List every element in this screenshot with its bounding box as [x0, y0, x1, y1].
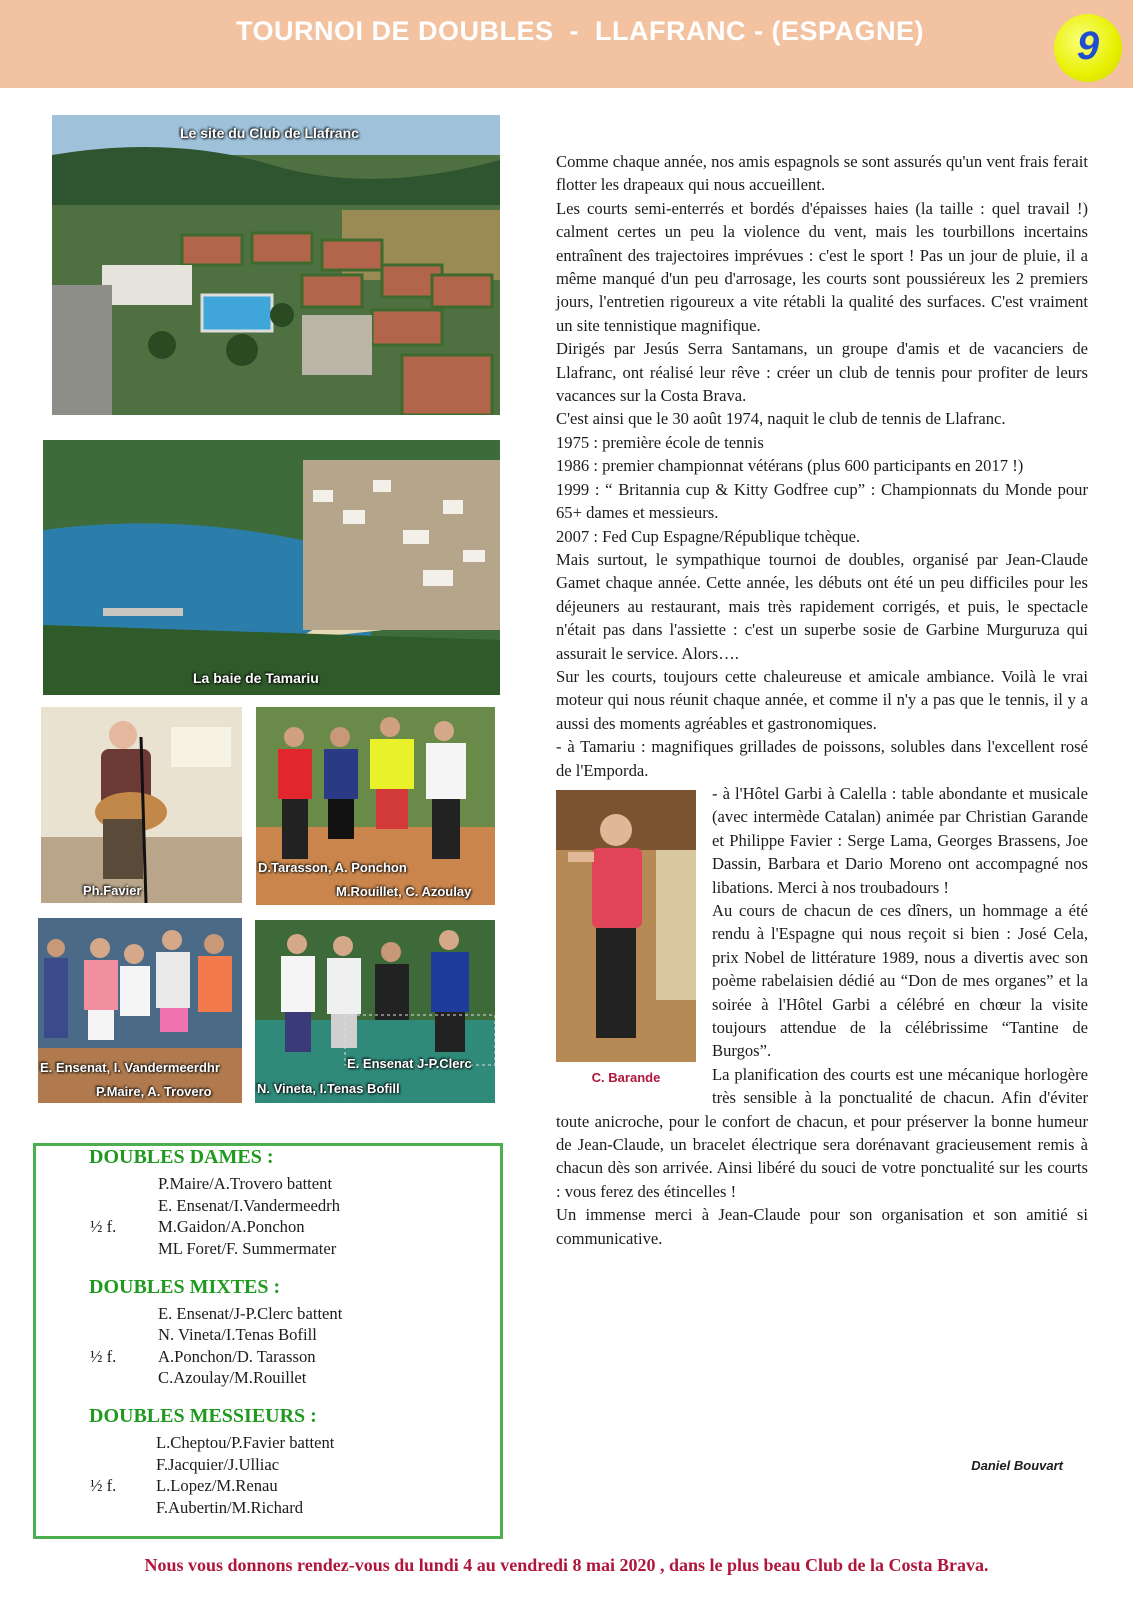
barande-photo-block — [556, 790, 696, 1084]
favier-caption: Ph.Favier — [83, 883, 142, 898]
dames-line-2: E. Ensenat/I.Vandermeedrh — [158, 1196, 340, 1215]
group-photo-3 — [255, 920, 495, 1103]
mixtes-semifinal-tag: ½ f. — [90, 1347, 117, 1366]
article-paragraph: Comme chaque année, nos amis espagnols se sont assurés qu'un vent frais ferait flotter les drapeaux qui nous accueillent. — [556, 152, 1088, 195]
article-paragraph: 1975 : première école de tennis — [556, 432, 764, 452]
messieurs-line-4: F.Aubertin/M.Richard — [156, 1498, 304, 1517]
article-paragraph: - à l'Hôtel Garbi à Calella : table abondante et musicale (avec intermède Catalan) animée par Christian Garande et Philippe Favier : Serge Lama, Georges Brassens, Joe Dassin, Barbara et Dario Moreno ont accompagné nos libations. Merci à nos troubadours ! — [712, 783, 1088, 897]
doubles-messieurs-title: DOUBLES MESSIEURS : — [89, 1405, 317, 1427]
club-site-photo — [52, 115, 500, 415]
favier-photo — [41, 707, 242, 903]
barande-photo — [556, 790, 696, 1062]
messieurs-line-1: L.Cheptou/P.Favier battent — [156, 1433, 335, 1452]
group1-caption-2: M.Rouillet, C. Azoulay — [336, 884, 472, 899]
group3-caption-2: N. Vineta, I.Tenas Bofill — [257, 1081, 400, 1096]
group2-caption-1: E. Ensenat, I. Vandermeerdhr — [40, 1060, 220, 1075]
article-paragraph: 1999 : “ Britannia cup & Kitty Godfree cup” : Championnats du Monde pour 65+ dames et messieurs. — [556, 479, 1088, 523]
mixtes-line-4: C.Azoulay/M.Rouillet — [158, 1368, 307, 1387]
barande-caption: C. Barande — [591, 1069, 661, 1085]
article-body — [556, 150, 1088, 1250]
article-paragraph: Les courts semi-enterrés et bordés d'épaisses haies (la taille : quel travail !) calment certes un peu la violence du vent, mais les tourbillons incertains entraînent des trajectoires imprévues : c'est le sport ! Pas un jour de pluie, il a même manqué d'un peu d'arrosage, les courts sont poussiéreux les 2 premiers jours, l'entretien rigoureux a vite rétabli la qualité des surfaces. C'est vraiment un site tennistique magnifique. — [556, 198, 1088, 335]
messieurs-semifinal-tag: ½ f. — [90, 1476, 117, 1495]
article-paragraph: Au cours de chacun de ces dîners, un hommage a été rendu à l'Espagne qui nous reçoit si bien : José Cela, prix Nobel de littérature 1989, nous a divertis avec son poème rabelaisien dédié au “Don de mes organes” et la soirée à l'Hôtel Garbi a célébré en chœur la visite toujours attendue de la célébrissime “Tantine de Burgos”. — [712, 901, 1088, 1061]
group2-caption-2: P.Maire, A. Trovero — [96, 1084, 212, 1099]
article-author: Daniel Bouvart — [971, 1458, 1063, 1473]
dames-semifinal-tag: ½ f. — [90, 1217, 117, 1236]
article-paragraph: Mais surtout, le sympathique tournoi de doubles, organisé par Jean-Claude Gamet chaque année. Cette année, les débuts ont été un peu difficiles pour les déjeuners au restaurant, mais très rapidement corrigés, et puis, le spectacle n'était pas dans l'assiette : c'est un superbe sosie de Garbine Murguruza qui assurait le service. Alors…. — [556, 549, 1088, 663]
article-paragraph: La planification des courts est une mécanique horlogère très sensible à la ponctualité de chacun. Afin d'éviter toute anicroche, pour le confort de chacun, et pour préserver la bonne humeur de Jean-Claude, un bracelet électrique sera dorénavant gracieusement remis à chacun dès son arrivée. Ainsi libéré du souci de votre ponctualité sur les courts : vous ferez des étincelles ! — [556, 1064, 1088, 1201]
bay-caption: La baie de Tamariu — [193, 670, 319, 686]
article-paragraph: C'est ainsi que le 30 août 1974, naquit le club de tennis de Llafranc. — [556, 409, 1006, 429]
dames-line-4: ML Foret/F. Summermater — [158, 1239, 337, 1258]
mixtes-line-2: N. Vineta/I.Tenas Bofill — [158, 1325, 317, 1344]
article-paragraph: Un immense merci à Jean-Claude pour son organisation et son amitié si communicative. — [556, 1205, 1088, 1248]
article-paragraph: 2007 : Fed Cup Espagne/République tchèque. — [556, 526, 861, 546]
club-site-caption: Le site du Club de Llafranc — [180, 125, 359, 141]
article-paragraph: 1986 : premier championnat vétérans (plus 600 participants en 2017 !) — [556, 456, 1024, 476]
group-photo-1 — [256, 707, 495, 905]
page-header — [0, 0, 1133, 88]
messieurs-line-2: F.Jacquier/J.Ulliac — [156, 1455, 280, 1474]
messieurs-line-3: L.Lopez/M.Renau — [156, 1476, 278, 1495]
article-paragraph: Dirigés par Jesús Serra Santamans, un groupe d'amis et de vacanciers de Llafranc, ont réalisé leur rêve : créer un club de tennis pour profiter de leurs vacances sur la Costa Brava. — [556, 339, 1088, 406]
dames-line-1: P.Maire/A.Trovero battent — [158, 1174, 333, 1193]
mixtes-line-1: E. Ensenat/J-P.Clerc battent — [158, 1304, 343, 1323]
page-title: TOURNOI DE DOUBLES - LLAFRANC - (ESPAGNE) — [236, 16, 924, 46]
page-number-badge — [1054, 14, 1122, 82]
doubles-mixtes-title: DOUBLES MIXTES : — [89, 1276, 281, 1298]
group3-caption-1: E. Ensenat J-P.Clerc — [347, 1056, 472, 1071]
footer-announcement: Nous vous donnons rendez-vous du lundi 4 au vendredi 8 mai 2020 , dans le plus beau Club de la Costa Brava. — [144, 1555, 989, 1575]
group-photo-2 — [38, 918, 242, 1103]
dames-line-3: M.Gaidon/A.Ponchon — [158, 1217, 305, 1236]
doubles-dames-title: DOUBLES DAMES : — [89, 1146, 274, 1168]
page-number: 9 — [1076, 24, 1100, 68]
article-paragraph: - à Tamariu : magnifiques grillades de poissons, solubles dans l'excellent rosé de l'Emporda. — [556, 737, 1088, 780]
bay-photo — [43, 440, 500, 695]
mixtes-line-3: A.Ponchon/D. Tarasson — [158, 1347, 316, 1366]
group1-caption-1: D.Tarasson, A. Ponchon — [258, 860, 407, 875]
article-paragraph: Sur les courts, toujours cette chaleureuse et amicale ambiance. Voilà le vrai moteur qui nous réunit chaque année, et comme il n'y a pas que le tennis, il y a aussi des moments agréables et gastronomiques. — [556, 666, 1088, 733]
